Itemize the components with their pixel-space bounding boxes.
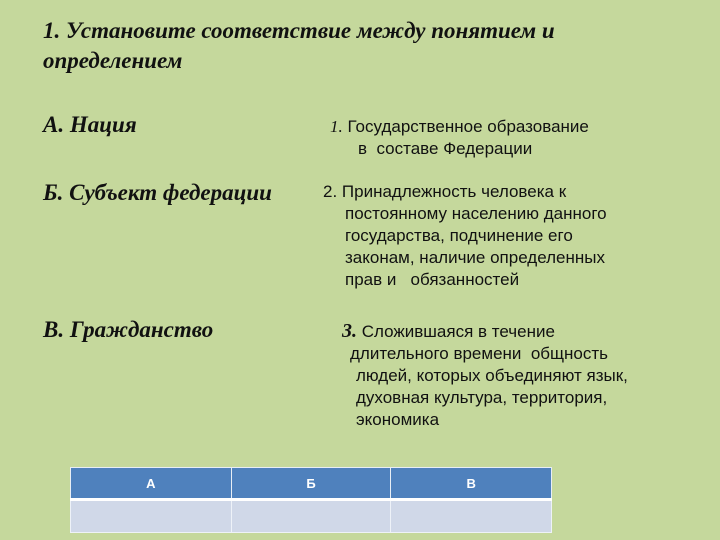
answer-cell-b[interactable] [231,500,391,533]
definition-line: постоянному населению данного [345,204,607,223]
term-v: В. Гражданство [43,317,214,342]
answer-table [70,467,552,533]
definition-3 [342,320,628,431]
definition-line: Государственное образование [347,117,589,136]
answer-cell-v[interactable] [391,500,552,533]
definition-line: экономика [356,410,440,429]
column-header-b: Б [231,468,391,500]
definition-number: 1. [330,117,343,136]
task-title: 1. Установите соответствие между понятием и определением [43,18,555,73]
definition-number: 2. [323,182,338,201]
definition-line: в составе Федерации [358,139,533,158]
column-header-v: В [391,468,552,500]
definition-1 [330,116,589,160]
column-header-a: А [71,468,232,500]
definition-line: людей, которых объединяют язык, [356,366,628,385]
definition-line: Сложившаяся в течение [361,322,555,341]
definition-line: прав и обязанностей [345,270,520,289]
definition-number: 3. [342,320,357,342]
definition-line: законам, наличие определенных [345,248,605,267]
term-b: Б. Субъект федерации [43,180,272,205]
definition-line: духовная культура, территория, [356,388,608,407]
answer-cell-a[interactable] [71,500,232,533]
definition-line: Принадлежность человека к [341,182,567,201]
definition-line: длительного времени общность [350,344,609,363]
definition-line: государства, подчинение его [345,226,573,245]
definition-2 [323,181,607,291]
term-a: А. Нация [43,112,137,137]
